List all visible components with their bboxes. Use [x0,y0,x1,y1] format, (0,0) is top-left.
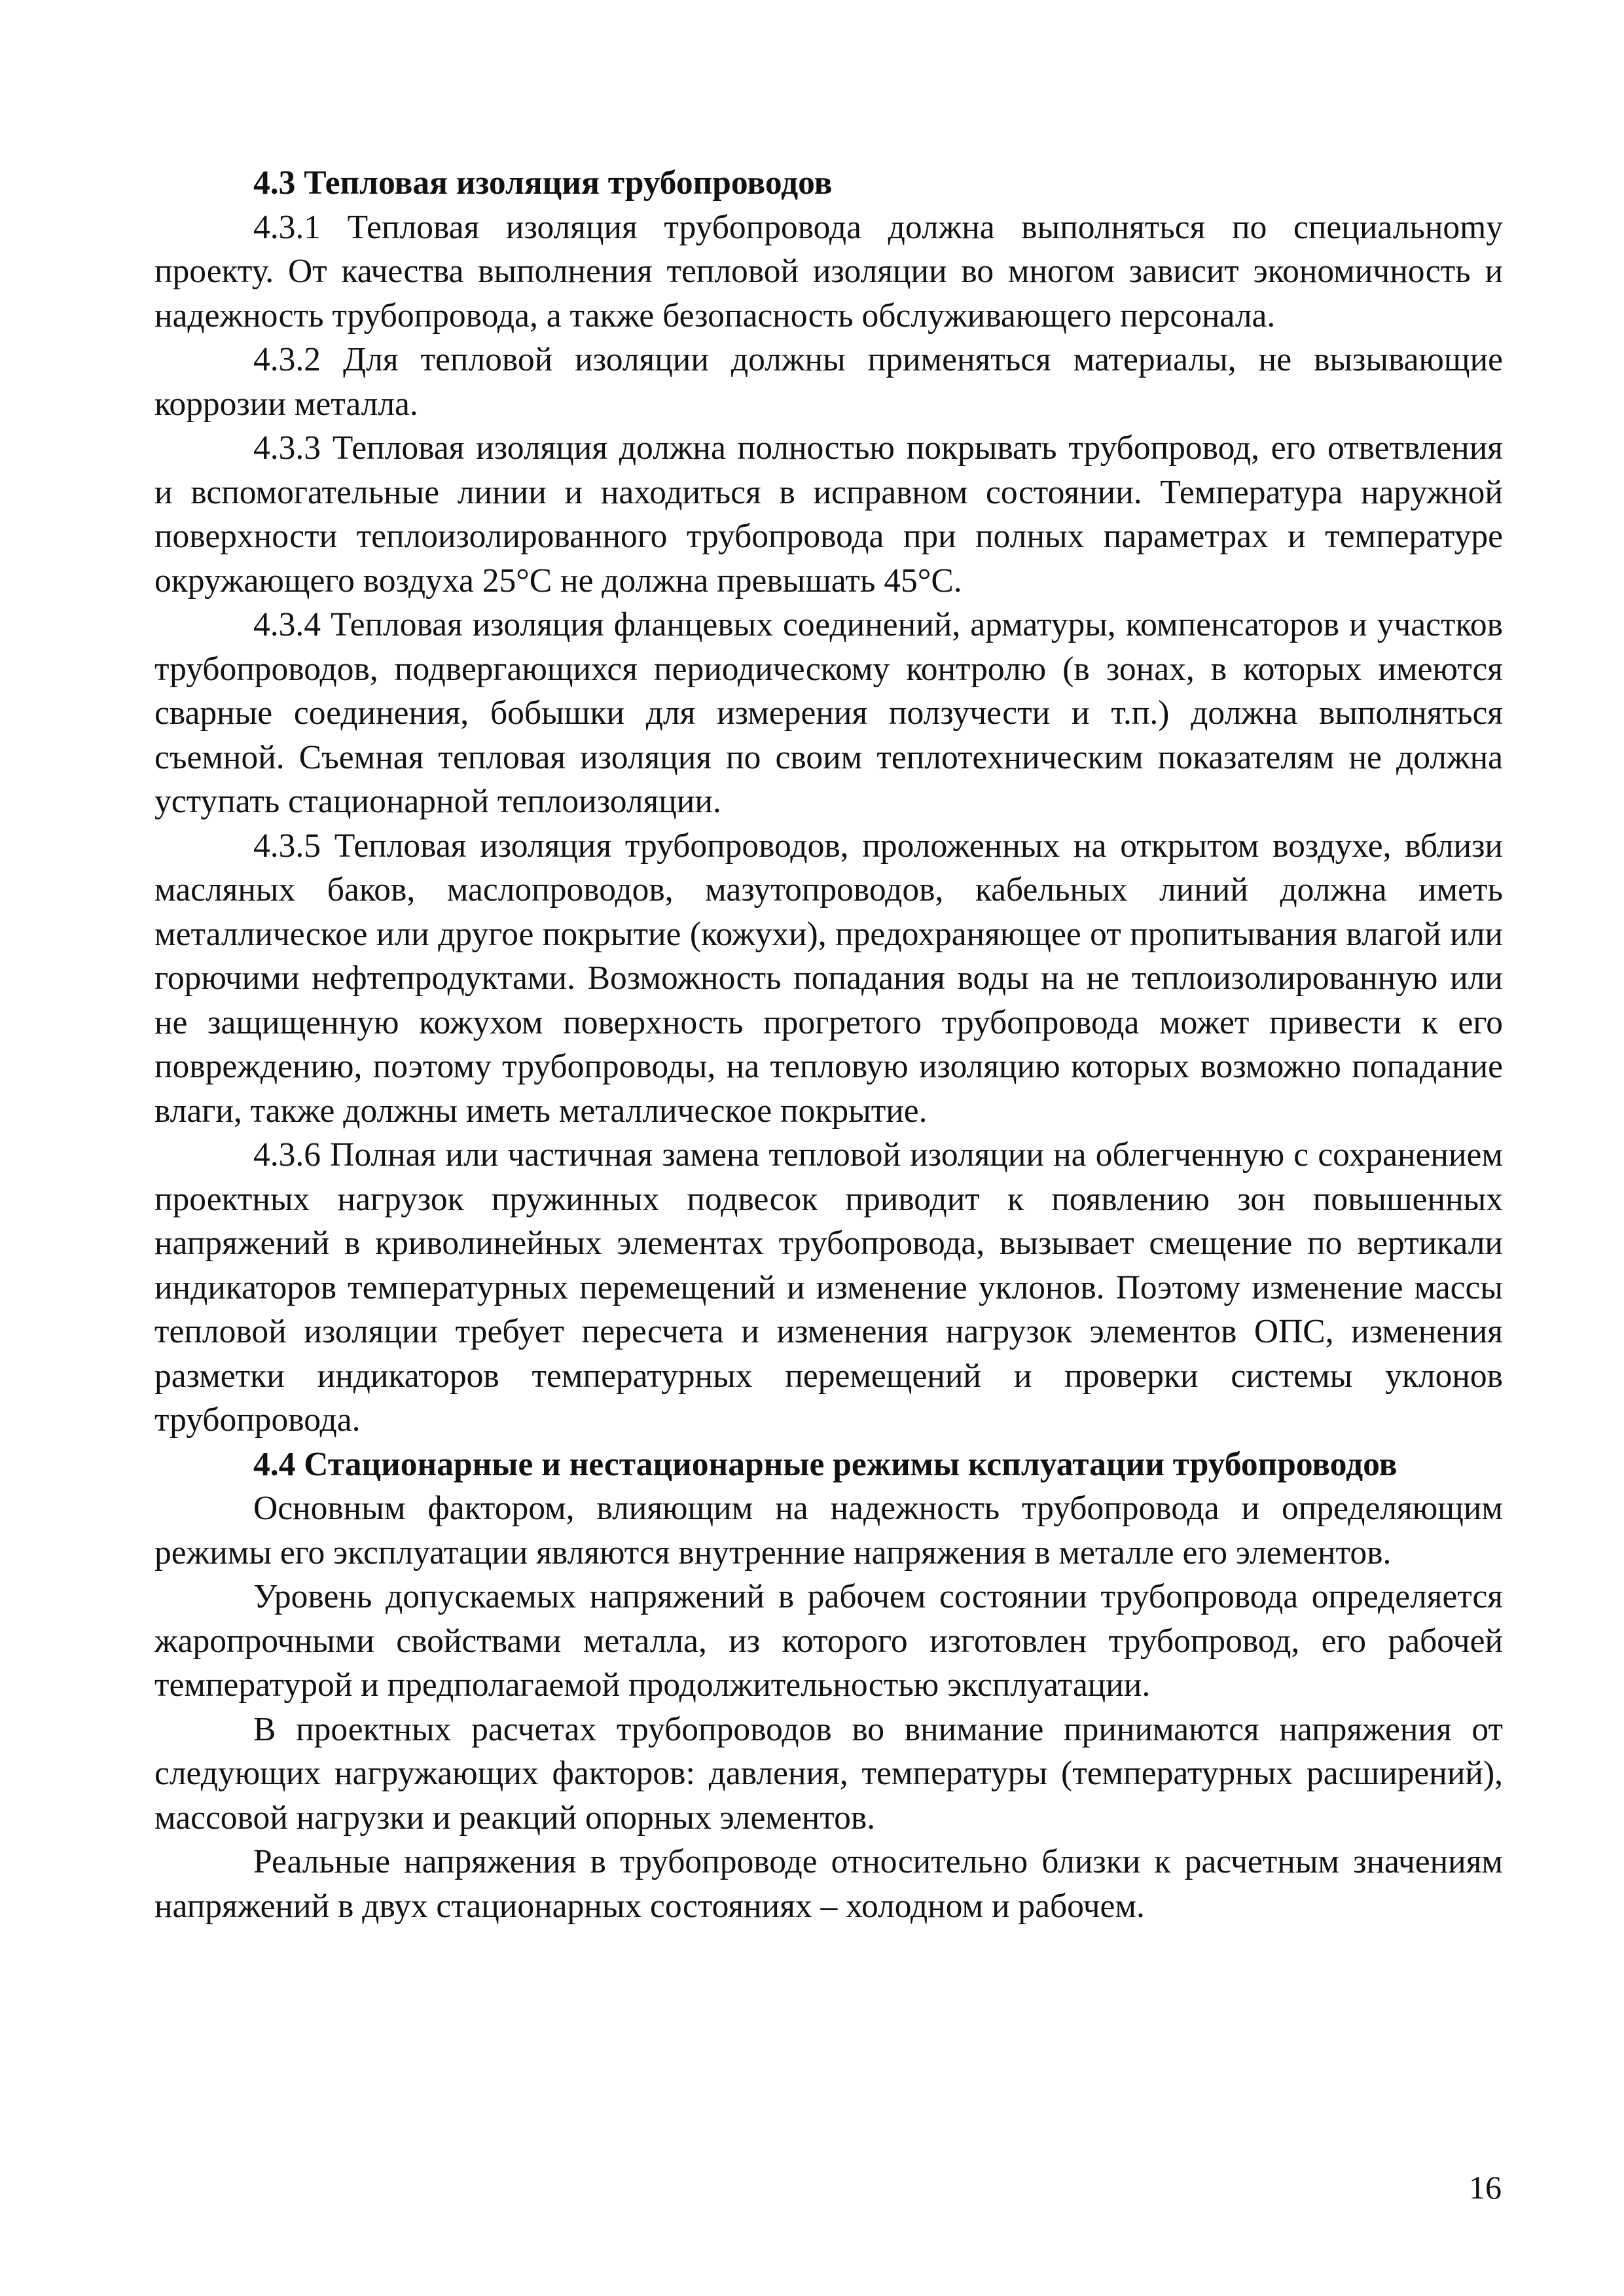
paragraph-real-stresses: Реальные напряжения в трубопроводе относительно близки к расчетным значениям напряжений в двух стационарных состояниях – холодном и рабочем. [154,1843,1503,1925]
paragraph-4-3-5: 4.3.5 Тепловая изоляция трубопроводов, проложенных на открытом воздухе, вблизи масляных баков, маслопроводов, мазутопроводов, кабельных линий должна иметь металлическое или другое покрытие (кожухи), предохраняющее от пропитывания влагой или горючими нефтепродуктами. Возможность попадания воды на не теплоизолированную или не защищенную кожухом поверхность прогретого трубопровода может привести к его повреждению, поэтому трубопроводы, на тепловую изоляцию которых возможно попадание влаги, также должны иметь металлическое покрытие. [154,827,1503,1130]
section-heading-4-4: 4.4 Стационарные и нестационарные режимы ксплуатации трубопроводов [253,1445,1398,1483]
paragraph-4-3-3: 4.3.3 Тепловая изоляция должна полностью покрывать трубопровод, его ответвления и вспомогательные линии и находиться в исправном состоянии. Температура наружной поверхности теплоизолированного трубопровода при полных параметрах и температуре окружающего воздуха 25°С не должна превышать 45°С. [154,429,1503,600]
paragraph-allowable-stress: Уровень допускаемых напряжений в рабочем состоянии трубопровода определяется жаропрочными свойствами металла, из которого изготовлен трубопровод, его рабочей температурой и предполагаемой продолжительностью эксплуатации. [154,1578,1503,1704]
paragraph-4-3-6: 4.3.6 Полная или частичная замена тепловой изоляции на облегченную с сохранением проектных нагрузок пружинных подвесок приводит к появлению зон повышенных напряжений в криволинейных элементах трубопровода, вызывает смещение по вертикали индикаторов температурных перемещений и изменение уклонов. Поэтому изменение массы тепловой изоляции требует пересчета и изменения нагрузок элементов ОПС, изменения разметки индикаторов температурных перемещений и проверки системы уклонов трубопровода. [154,1136,1503,1439]
paragraph-4-3-4: 4.3.4 Тепловая изоляция фланцевых соединений, арматуры, компенсаторов и участков трубопроводов, подвергающихся периодическому контролю (в зонах, в которых имеются сварные соединения, бобышки для измерения ползучести и т.п.) должна выполняться съемной. Съемная тепловая изоляция по своим теплотехническим показателям не должна уступать стационарной теплоизоляции. [154,606,1503,820]
paragraph-design-calculations: В проектных расчетах трубопроводов во внимание принимаются напряжения от следующих нагружающих факторов: давления, температуры (температурных расширений), массовой нагрузки и реакций опорных элементов. [154,1710,1503,1837]
document-body [154,161,1503,1928]
paragraph-main-factor: Основным фактором, влияющим на надежность трубопровода и определяющим режимы его эксплуатации являются внутренние напряжения в металле его элементов. [154,1490,1503,1571]
page-number: 16 [1469,2169,1502,2206]
paragraph-4-3-2: 4.3.2 Для тепловой изоляции должны применяться материалы, не вызывающие коррозии металла. [154,341,1503,423]
section-heading-4-3: 4.3 Тепловая изоляция трубопроводов [253,164,833,202]
paragraph-4-3-1: 4.3.1 Тепловая изоляция трубопровода должна выполняться по специальноmу проекту. От качества выполнения тепловой изоляции во многом зависит экономичность и надежность трубопровода, а также безопасность обслуживающего персонала. [154,208,1503,334]
